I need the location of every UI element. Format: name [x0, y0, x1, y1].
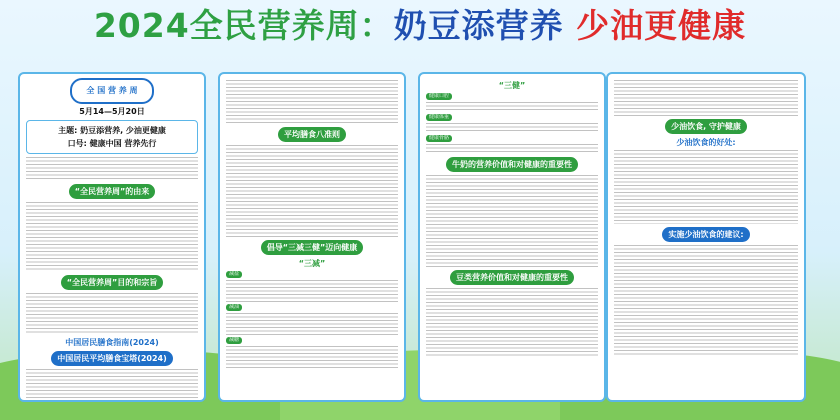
reduce-salt-row — [226, 271, 398, 278]
slogan-text: 口号: 健康中国 营养先行 — [67, 139, 157, 148]
tag-reduce-oil: 减油 — [226, 304, 242, 311]
section-milk: 牛奶的营养价值和对健康的重要性 — [446, 157, 578, 172]
section-guidelines: 中国居民膳食指南(2024) — [65, 338, 159, 347]
nutrition-week-badge: 全 国 营 养 周 — [70, 78, 154, 104]
health-bone-text — [426, 144, 598, 154]
panel-history — [18, 72, 206, 402]
title-part1: 2024全民营养周： — [93, 6, 394, 45]
theme-text: 主题: 奶豆添营养, 少油更健康 — [58, 126, 166, 135]
theme-box — [26, 120, 198, 154]
intro-text — [26, 157, 198, 181]
tag-health-bone: 健康骨骼 — [426, 135, 452, 142]
benefits-text — [614, 150, 798, 224]
health-weight-text — [426, 123, 598, 133]
less-oil-intro-text — [614, 80, 798, 116]
reduce-oil-row — [226, 304, 398, 311]
title-part2: 奶豆添营养 — [393, 6, 564, 45]
section-less-oil-advice: 实施少油饮食的建议: — [662, 227, 749, 242]
health-bone-row — [426, 135, 598, 142]
sub-less-oil-benefits: 少油饮食的好处: — [676, 138, 736, 147]
title — [0, 6, 840, 46]
reduce-sugar-text — [226, 346, 398, 368]
title-part3: 少油更健康 — [576, 6, 747, 45]
section-beans: 豆类营养价值和对健康的重要性 — [450, 270, 574, 285]
section-origin: “全民营养周”的由来 — [69, 184, 156, 199]
health-weight-row — [426, 114, 598, 121]
advice-text — [614, 245, 798, 355]
section-purpose: “全民营养周”目的和宗旨 — [61, 275, 164, 290]
health-oral-text — [426, 102, 598, 112]
subtab-pagoda: 中国居民平均膳食宝塔(2024) — [51, 351, 173, 366]
tag-reduce-salt: 减盐 — [226, 271, 242, 278]
section-eight-rules: 平均膳食八准则 — [278, 127, 346, 142]
panel-less-oil — [606, 72, 806, 402]
health-oral-row — [426, 93, 598, 100]
reduce-salt-text — [226, 280, 398, 302]
milk-text — [426, 175, 598, 267]
tag-reduce-sugar: 减糖 — [226, 337, 242, 344]
tag-health-weight: 健康体重 — [426, 114, 452, 121]
beans-text — [426, 288, 598, 358]
purpose-text — [26, 293, 198, 335]
tag-health-oral: 健康口腔 — [426, 93, 452, 100]
eight-rules-text — [226, 145, 398, 237]
guideline-top-text — [226, 80, 398, 124]
reduce-oil-text — [226, 313, 398, 335]
section-less-oil: 少油饮食, 守护健康 — [665, 119, 747, 134]
event-dates: 5月14—5月20日 — [79, 107, 145, 116]
section-three-reduce: 倡导“三减三健”迈向健康 — [261, 240, 364, 255]
sub-three-health: “三健” — [498, 81, 526, 90]
panel-milk-beans — [418, 72, 606, 402]
sub-three-reduce: “三减” — [298, 259, 326, 268]
reduce-sugar-row — [226, 337, 398, 344]
panel-guidelines — [218, 72, 406, 402]
origin-text — [26, 202, 198, 272]
pagoda-text — [26, 369, 198, 399]
